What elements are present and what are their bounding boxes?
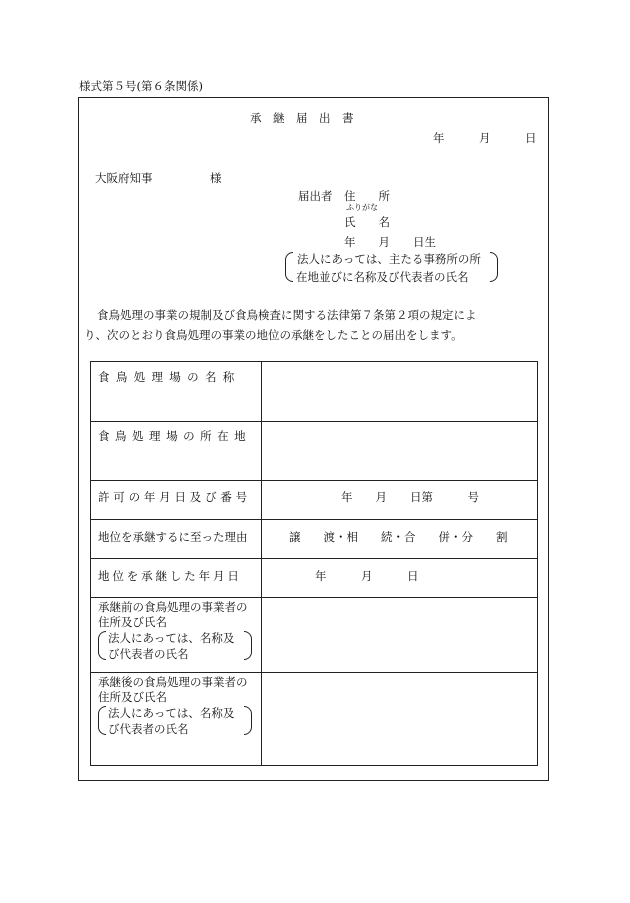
form-title: 承 継 届 出 書 <box>250 111 354 125</box>
predecessor-address-name-field[interactable] <box>262 598 538 672</box>
corporate-note-line1: 法人にあっては、主たる事務所の所 <box>297 252 481 266</box>
right-paren-icon <box>490 252 498 282</box>
permit-date-number-value: 年 月 日第 号 <box>341 490 479 504</box>
succession-reason-options: 譲 渡・相 続・合 併・分 割 <box>289 530 508 544</box>
address-label: 住 所 <box>344 189 390 203</box>
row-label-succession-date: 地位を承継した年月日 <box>98 569 242 583</box>
facility-location-field[interactable] <box>262 422 538 480</box>
date-line: 年 月 日 <box>433 131 537 145</box>
successor-note-line2: び代表者の氏名 <box>108 722 189 736</box>
applicant-label: 届出者 <box>298 189 333 203</box>
row-label-facility-location: 食鳥処理場の所在地 <box>98 429 252 443</box>
table-row-divider <box>91 558 537 559</box>
right-paren-icon <box>244 631 252 660</box>
succession-date-value: 年 月 日 <box>315 569 419 583</box>
addressee: 大阪府知事 様 <box>95 171 222 185</box>
predecessor-note-line2: び代表者の氏名 <box>108 647 189 661</box>
right-paren-icon <box>244 706 252 735</box>
body-text-line2: り、次のとおり食鳥処理の事業の地位の承継をしたことの届出をします。 <box>84 328 463 342</box>
row-label-succession-reason: 地位を承継するに至った理由 <box>98 530 248 544</box>
body-text-line1: 食鳥処理の事業の規制及び食鳥検査に関する法律第７条第２項の規定によ <box>97 308 477 322</box>
row-label-predecessor-line1: 承継前の食鳥処理の事業者の <box>98 600 248 614</box>
name-label: 氏 名 <box>344 215 390 229</box>
facility-name-field[interactable] <box>262 362 538 421</box>
furigana-label: ふりがな <box>346 203 378 212</box>
left-paren-icon <box>285 252 293 282</box>
table-row-divider <box>91 519 537 520</box>
row-label-facility-name: 食鳥処理場の名称 <box>98 370 241 384</box>
row-label-predecessor-line2: 住所及び氏名 <box>98 615 167 629</box>
left-paren-icon <box>98 631 106 660</box>
table-row-divider <box>91 480 537 481</box>
corporate-note-line2: 在地並びに名称及び代表者の氏名 <box>296 270 469 284</box>
birth-date-label: 年 月 日生 <box>344 235 436 249</box>
successor-address-name-field[interactable] <box>262 673 538 766</box>
successor-note-line1: 法人にあっては、名称及 <box>108 706 235 720</box>
row-label-successor-line1: 承継後の食鳥処理の事業者の <box>98 675 248 689</box>
row-label-permit-date-number: 許可の年月日及び番号 <box>98 490 251 504</box>
predecessor-note-line1: 法人にあっては、名称及 <box>108 631 235 645</box>
form-table <box>90 361 538 766</box>
form-number: 様式第５号(第６条関係) <box>79 79 203 93</box>
left-paren-icon <box>98 706 106 735</box>
row-label-successor-line2: 住所及び氏名 <box>98 690 167 704</box>
